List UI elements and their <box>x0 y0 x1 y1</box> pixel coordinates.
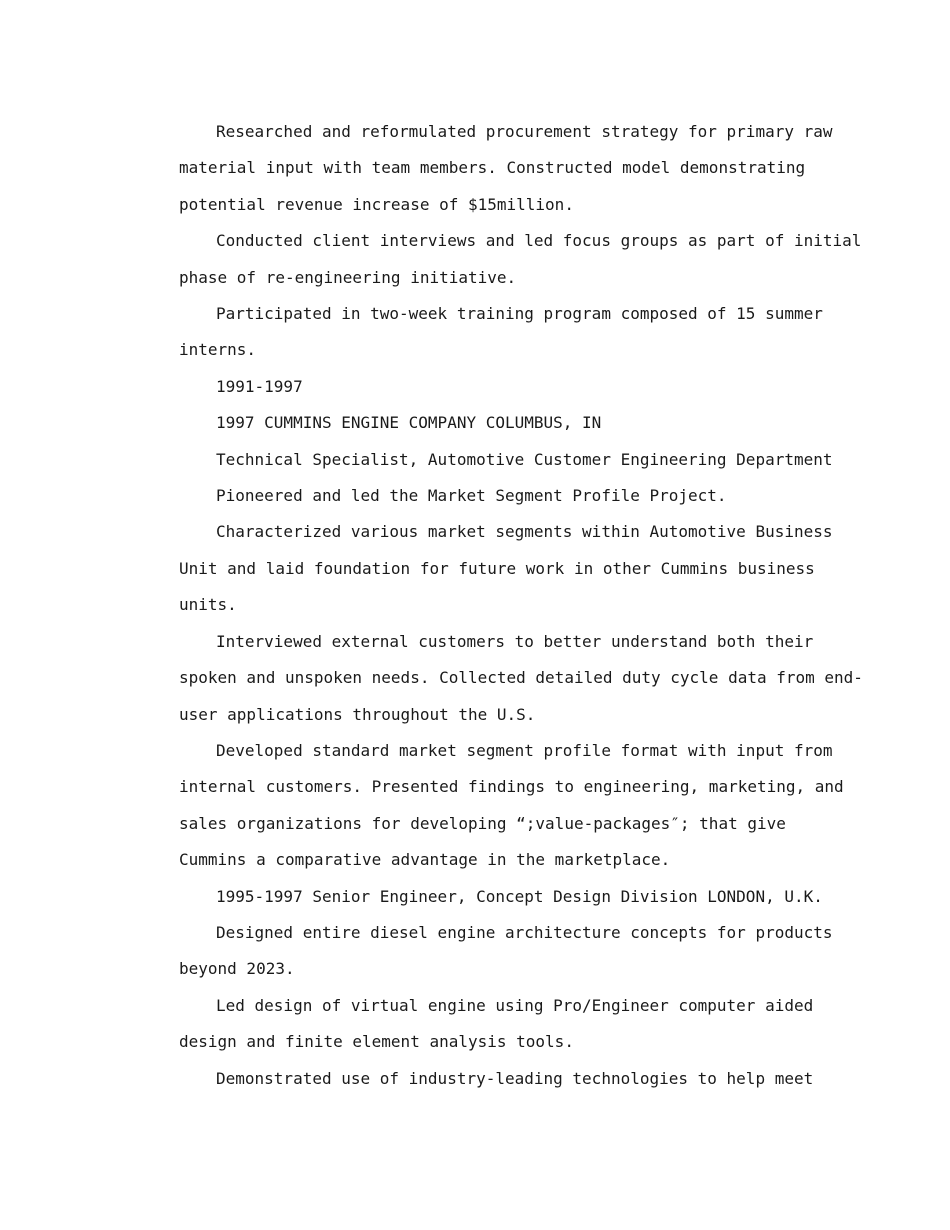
text-line: 1991-1997 <box>216 376 303 396</box>
text-line: 1997 CUMMINS ENGINE COMPANY COLUMBUS, IN <box>216 413 602 433</box>
paragraph-characterized-segments <box>142 514 833 623</box>
paragraph-training-program <box>142 296 823 369</box>
paragraph-engine-architecture <box>142 915 833 988</box>
paragraph-interviewed-customers <box>142 624 863 733</box>
text-line: Technical Specialist, Automotive Customer Engineering Department <box>216 449 833 469</box>
paragraph-client-interviews <box>142 223 862 296</box>
text-line: potential revenue increase of $15million. <box>179 194 574 214</box>
text-line: units. <box>179 595 237 615</box>
text-line: Designed entire diesel engine architecture concepts for products <box>216 922 833 942</box>
paragraph-senior-engineer <box>142 879 823 915</box>
paragraph-employer-heading <box>142 405 814 441</box>
paragraph-profile-format <box>142 733 844 879</box>
paragraph-industry-technologies <box>142 1061 814 1097</box>
text-line: interns. <box>179 340 257 360</box>
paragraph-virtual-engine <box>142 988 814 1061</box>
text-line: Characterized various market segments within Automotive Business <box>216 522 833 542</box>
text-line: Demonstrated use of industry-leading technologies to help meet <box>216 1068 814 1088</box>
text-line: beyond 2023. <box>179 959 295 979</box>
text-line: Participated in two-week training program composed of 15 summer <box>216 304 823 324</box>
text-line: 1995-1997 Senior Engineer, Concept Design Division LONDON, U.K. <box>216 886 823 906</box>
text-line: spoken and unspoken needs. Collected detailed duty cycle data from end- <box>179 668 863 688</box>
paragraph-date-range <box>142 369 814 405</box>
text-line: phase of re-engineering initiative. <box>179 267 517 287</box>
text-line: Developed standard market segment profile format with input from <box>216 740 833 760</box>
text-line: Conducted client interviews and led focus groups as part of initial <box>216 231 862 251</box>
text-line: Interviewed external customers to better understand both their <box>216 631 814 651</box>
text-line: user applications throughout the U.S. <box>179 704 536 724</box>
text-line: sales organizations for developing “;value-packages″; that give <box>179 813 786 833</box>
text-line: material input with team members. Constructed model demonstrating <box>179 158 806 178</box>
text-line: Pioneered and led the Market Segment Profile Project. <box>216 486 727 506</box>
paragraph-procurement <box>142 114 833 223</box>
text-line: Led design of virtual engine using Pro/Engineer computer aided <box>216 995 814 1015</box>
paragraph-market-segment-project <box>142 478 814 514</box>
text-line: design and finite element analysis tools. <box>179 1032 574 1052</box>
text-line: Researched and reformulated procurement strategy for primary raw <box>216 122 833 141</box>
document-body <box>142 114 863 1097</box>
text-line: internal customers. Presented findings to engineering, marketing, and <box>179 777 844 797</box>
text-line: Unit and laid foundation for future work in other Cummins business <box>179 558 815 578</box>
text-line: Cummins a comparative advantage in the marketplace. <box>179 850 671 870</box>
paragraph-job-title <box>142 442 833 478</box>
